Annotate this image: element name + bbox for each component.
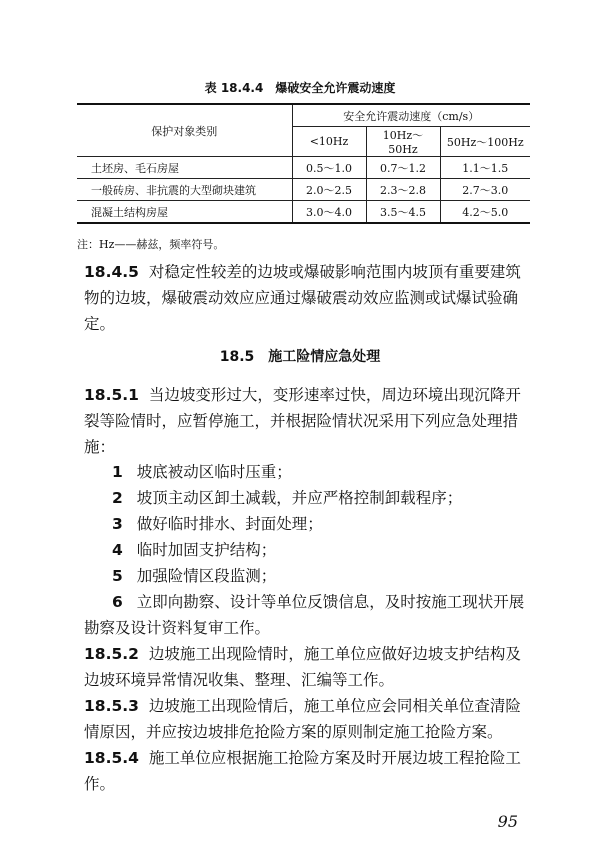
clause-text: 边坡施工出现险情时，施工单位应做好边坡支护结构及边坡环境异常情况收集、整理、汇编等工作。	[84, 645, 521, 689]
row-value: 3.0～4.0	[292, 201, 366, 224]
item-number: 3	[112, 515, 123, 533]
clause-text: 对稳定性较差的边坡或爆破影响范围内坡顶有重要建筑物的边坡，爆破震动效应应通过爆破震动效应监测或试爆试验确定。	[84, 263, 521, 333]
table-row	[77, 201, 530, 224]
clause-number: 18.5.4	[84, 749, 139, 767]
item-number: 6	[112, 593, 123, 611]
table-row	[77, 157, 530, 179]
item-text: 做好临时排水、封面处理；	[136, 515, 323, 533]
row-value: 0.7～1.2	[366, 157, 440, 179]
clause-text: 当边坡变形过大，变形速率过快，周边环境出现沉降开裂等险情时，应暂停施工，并根据险情状况采用下列应急处理措施：	[84, 386, 521, 456]
table-caption	[0, 79, 600, 96]
clause-number: 18.5.3	[84, 697, 139, 715]
clause-number: 18.5.1	[84, 386, 139, 404]
header-freq-2: 10Hz～50Hz	[366, 127, 440, 157]
item-number: 1	[112, 463, 123, 481]
row-value: 2.0～2.5	[292, 179, 366, 201]
clause-18-5-4	[84, 745, 530, 797]
row-category: 混凝土结构房屋	[77, 201, 292, 224]
list-item	[112, 459, 530, 485]
table-caption-number: 表 18.4.4	[204, 81, 264, 95]
table-caption-title: 爆破安全允许震动速度	[275, 81, 396, 95]
clause-18-5-3	[84, 693, 530, 745]
list-item	[112, 537, 530, 563]
clause-number: 18.5.2	[84, 645, 139, 663]
clause-18-4-5	[84, 259, 530, 337]
list-item	[112, 511, 530, 537]
item-number: 4	[112, 541, 123, 559]
header-freq-3: 50Hz～100Hz	[440, 127, 530, 157]
clause-18-5-2	[84, 641, 530, 693]
item-text: 坡顶主动区卸土减载，并应严格控制卸载程序；	[136, 489, 463, 507]
header-category: 保护对象类别	[77, 104, 292, 157]
section-number: 18.5	[219, 349, 255, 365]
table-row	[77, 179, 530, 201]
item-text: 加强险情区段监测；	[136, 567, 277, 585]
clause-number: 18.4.5	[84, 263, 139, 281]
clause-18-5-1	[84, 382, 530, 460]
item-text: 临时加固支护结构；	[136, 541, 277, 559]
list-item	[84, 589, 530, 641]
clause-text: 施工单位应根据施工抢险方案及时开展边坡工程抢险工作。	[84, 749, 521, 793]
item-text: 立即向勘察、设计等单位反馈信息，及时按施工现状开展勘察及设计资料复审工作。	[84, 593, 525, 637]
row-value: 0.5～1.0	[292, 157, 366, 179]
header-velocity-group: 安全允许震动速度（cm/s）	[292, 104, 530, 127]
list-item	[112, 485, 530, 511]
item-number: 2	[112, 489, 123, 507]
section-title: 施工险情应急处理	[268, 349, 381, 365]
page-number: 95	[497, 812, 518, 831]
list-item	[112, 563, 530, 589]
item-number: 5	[112, 567, 123, 585]
table-header-row	[77, 104, 530, 127]
header-freq-1: <10Hz	[292, 127, 366, 157]
clause-text: 边坡施工出现险情后，施工单位应会同相关单位查清险情原因，并应按边坡排危抢险方案的原则制定施工抢险方案。	[84, 697, 521, 741]
row-value: 2.7～3.0	[440, 179, 530, 201]
row-value: 1.1～1.5	[440, 157, 530, 179]
table-note: 注：Hz——赫兹，频率符号。	[77, 238, 225, 251]
row-category: 土坯房、毛石房屋	[77, 157, 292, 179]
row-value: 3.5～4.5	[366, 201, 440, 224]
vibration-velocity-table	[77, 103, 530, 224]
row-value: 4.2～5.0	[440, 201, 530, 224]
row-category: 一般砖房、非抗震的大型砌块建筑	[77, 179, 292, 201]
section-heading	[0, 346, 600, 366]
item-text: 坡底被动区临时压重；	[136, 463, 292, 481]
row-value: 2.3～2.8	[366, 179, 440, 201]
